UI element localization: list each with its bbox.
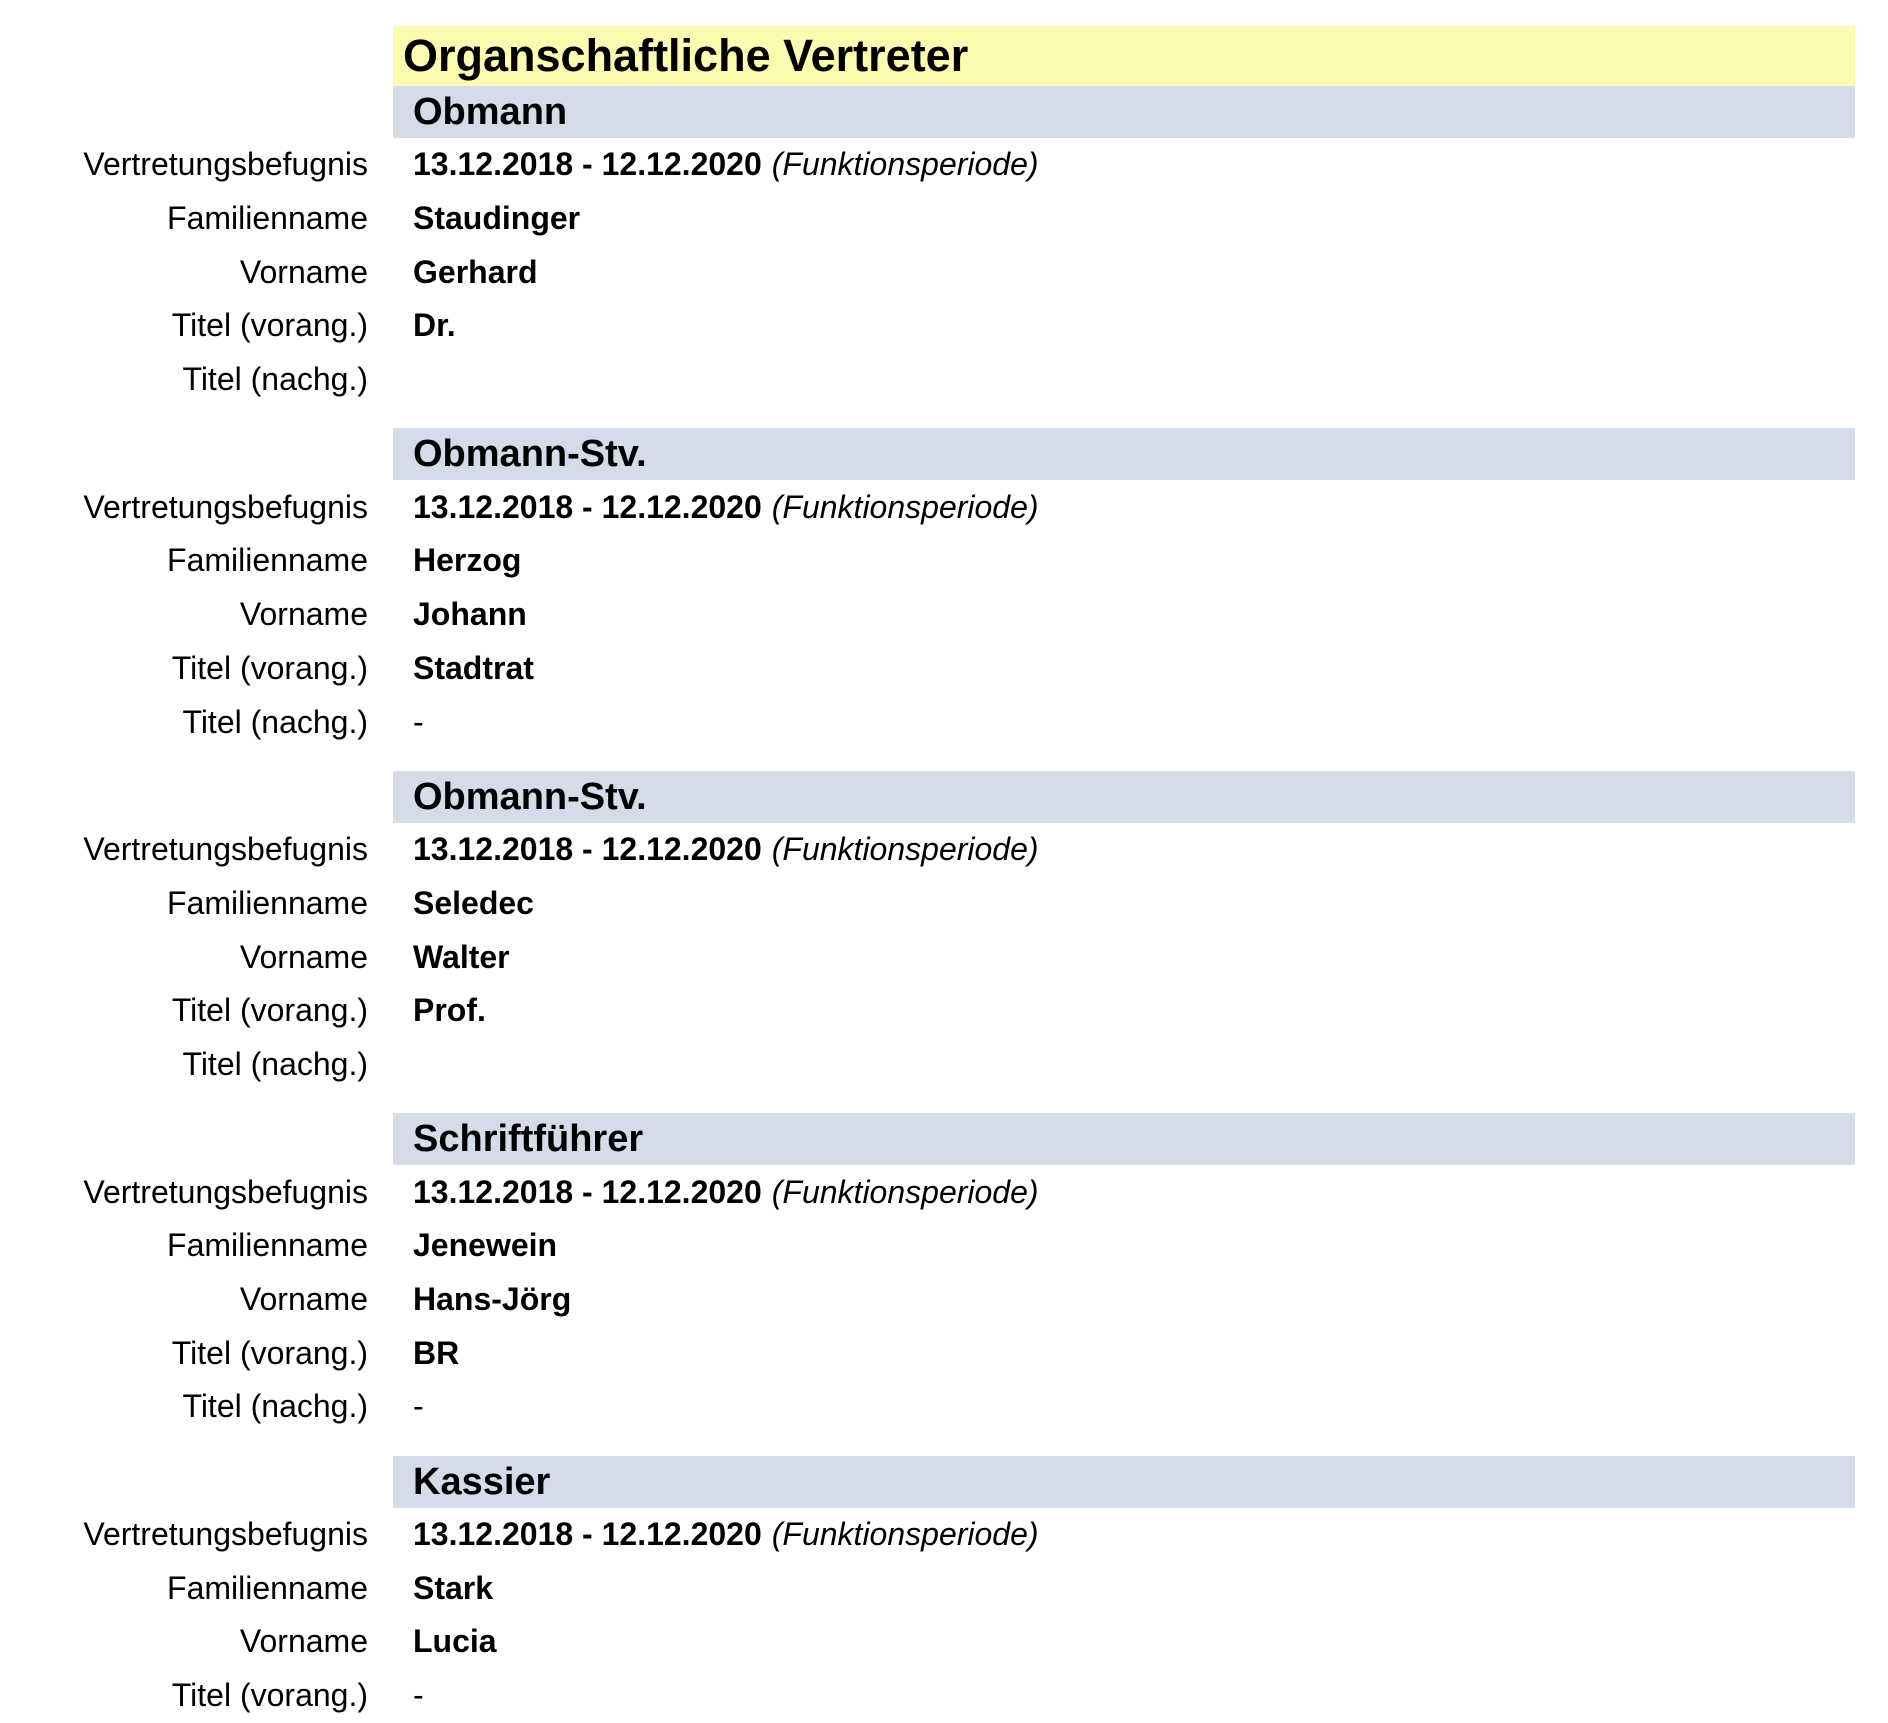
field-row-title-prefix [0, 984, 1888, 1038]
title-prefix-value: Prof. [413, 992, 486, 1029]
field-label: Vertretungsbefugnis [83, 146, 368, 183]
representation-period: 13.12.2018 - 12.12.2020 [413, 146, 762, 183]
field-row-representation [0, 1165, 1888, 1219]
field-label: Titel (nachg.) [182, 703, 368, 740]
title-suffix-value: - [413, 703, 424, 740]
field-row-title-prefix [0, 1326, 1888, 1380]
representation-period: 13.12.2018 - 12.12.2020 [413, 831, 762, 868]
title-prefix-value: - [413, 1677, 424, 1714]
field-row-representation [0, 138, 1888, 192]
field-row-representation [0, 823, 1888, 877]
section-header-role: Kassier [393, 1456, 1855, 1508]
representatives-document [0, 26, 1888, 1723]
field-row-representation [0, 480, 1888, 534]
field-row-title-prefix [0, 1669, 1888, 1723]
representation-period-note: (Funktionsperiode) [771, 488, 1039, 525]
section-spacer [0, 749, 1888, 771]
field-label: Titel (nachg.) [182, 1045, 368, 1082]
section-header-role: Obmann-Stv. [393, 771, 1855, 823]
field-label: Vorname [239, 253, 368, 290]
section-header-role: Obmann-Stv. [393, 428, 1855, 480]
field-label: Titel (vorang.) [171, 1334, 368, 1371]
sections-container [0, 86, 1888, 1723]
field-label: Vertretungsbefugnis [83, 488, 368, 525]
field-label: Familienname [167, 542, 368, 579]
field-label: Titel (vorang.) [171, 649, 368, 686]
field-label: Familienname [167, 200, 368, 237]
field-row-title-suffix [0, 1038, 1888, 1092]
field-row-first-name [0, 1273, 1888, 1327]
family-name-value: Staudinger [413, 200, 581, 237]
representation-period: 13.12.2018 - 12.12.2020 [413, 1516, 762, 1553]
field-row-title-prefix [0, 299, 1888, 353]
family-name-value: Seledec [413, 884, 534, 921]
field-row-family-name [0, 192, 1888, 246]
field-label: Vertretungsbefugnis [83, 831, 368, 868]
field-label: Titel (nachg.) [182, 1388, 368, 1425]
section-header-role: Obmann [393, 86, 1855, 138]
title-prefix-value: Dr. [413, 307, 456, 344]
field-label: Titel (nachg.) [182, 361, 368, 398]
field-label: Vorname [239, 938, 368, 975]
field-label: Vorname [239, 1623, 368, 1660]
first-name-value: Johann [413, 596, 527, 633]
title-prefix-value: Stadtrat [413, 649, 534, 686]
field-row-first-name [0, 245, 1888, 299]
field-label: Vertretungsbefugnis [83, 1173, 368, 1210]
first-name-value: Hans-Jörg [413, 1281, 572, 1318]
representation-period: 13.12.2018 - 12.12.2020 [413, 1173, 762, 1210]
field-label: Vorname [239, 596, 368, 633]
representation-period-note: (Funktionsperiode) [771, 831, 1039, 868]
field-row-family-name [0, 534, 1888, 588]
field-label: Familienname [167, 1569, 368, 1606]
representation-period-note: (Funktionsperiode) [771, 146, 1039, 183]
field-row-family-name [0, 877, 1888, 931]
field-label: Familienname [167, 1227, 368, 1264]
field-label: Vertretungsbefugnis [83, 1516, 368, 1553]
page-title: Organschaftliche Vertreter [393, 26, 1855, 86]
field-row-title-suffix [0, 695, 1888, 749]
title-prefix-value: BR [413, 1334, 460, 1371]
field-row-representation [0, 1508, 1888, 1562]
section-spacer [0, 406, 1888, 428]
representation-period-note: (Funktionsperiode) [771, 1173, 1039, 1210]
field-label: Familienname [167, 884, 368, 921]
field-row-first-name [0, 930, 1888, 984]
field-row-title-prefix [0, 642, 1888, 696]
field-row-title-suffix [0, 1380, 1888, 1434]
field-label: Titel (vorang.) [171, 992, 368, 1029]
section-spacer [0, 1091, 1888, 1113]
first-name-value: Gerhard [413, 253, 538, 290]
field-row-first-name [0, 1615, 1888, 1669]
family-name-value: Jenewein [413, 1227, 558, 1264]
field-label: Titel (vorang.) [171, 1677, 368, 1714]
field-row-family-name [0, 1219, 1888, 1273]
representation-period: 13.12.2018 - 12.12.2020 [413, 488, 762, 525]
representation-period-note: (Funktionsperiode) [771, 1516, 1039, 1553]
family-name-value: Herzog [413, 542, 522, 579]
field-row-title-suffix [0, 353, 1888, 407]
field-label: Titel (vorang.) [171, 307, 368, 344]
first-name-value: Walter [413, 938, 510, 975]
field-row-first-name [0, 588, 1888, 642]
first-name-value: Lucia [413, 1623, 497, 1660]
section-header-role: Schriftführer [393, 1113, 1855, 1165]
field-row-family-name [0, 1561, 1888, 1615]
family-name-value: Stark [413, 1569, 494, 1606]
title-suffix-value: - [413, 1388, 424, 1425]
field-label: Vorname [239, 1281, 368, 1318]
section-spacer [0, 1434, 1888, 1456]
